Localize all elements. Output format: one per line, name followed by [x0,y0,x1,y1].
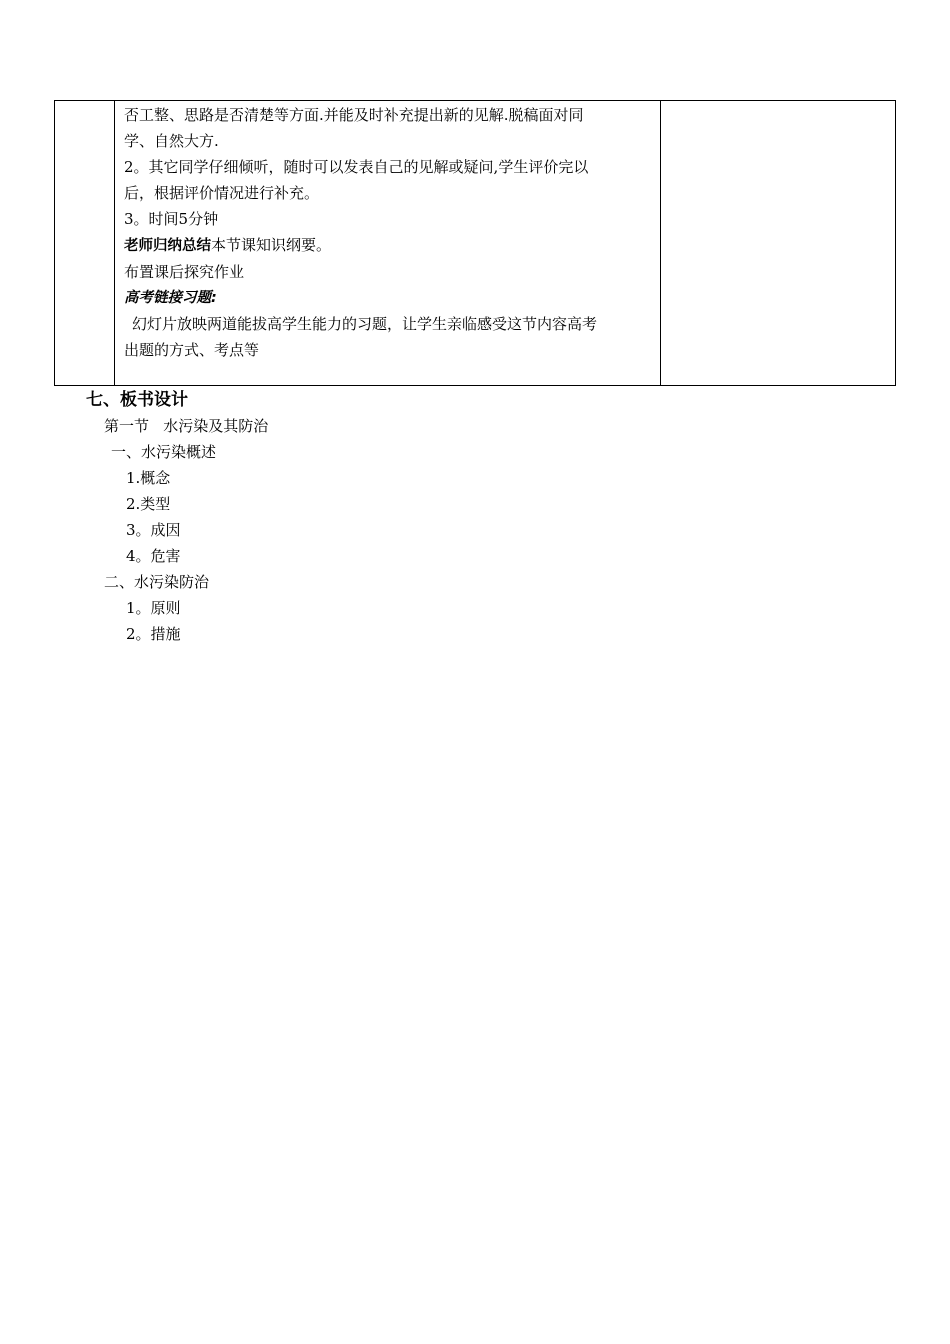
outline-part-title: 二、水污染防治 [104,573,210,591]
outline-item: 1。原则 [126,599,181,617]
table-cell-left [55,101,115,386]
text-line: 否工整、思路是否清楚等方面.并能及时补充提出新的见解.脱稿面对同 [124,106,584,124]
section-title: 第一节 水污染及其防治 [104,417,269,435]
text-line: 出题的方式、考点等 [124,341,260,359]
lesson-plan-table [54,100,896,386]
outline-part-title: 一、水污染概述 [111,443,217,461]
text-line: 幻灯片放映两道能拔高学生能力的习题，让学生亲临感受这节内容高考 [132,315,598,333]
homework-line: 布置课后探究作业 [124,263,245,281]
text-line: 2。其它同学仔细倾听，随时可以发表自己的见解或疑问,学生评价完以 [124,158,589,176]
summary-rest-text: 本节课知识纲要。 [211,236,332,254]
outline-item: 3。成因 [126,521,181,539]
table-cell-activity [115,101,661,386]
outline-item: 4。危害 [126,547,181,565]
exam-heading: 高考链接习题: [124,290,217,306]
outline-item: 1.概念 [126,469,171,487]
section-heading: 七、板书设计 [86,390,188,410]
text-line: 3。时间5分钟 [124,210,219,228]
activity-content [115,101,660,363]
text-line: 后，根据评价情况进行补充。 [124,184,320,202]
table-row [55,101,896,386]
summary-bold-text: 老师归纳总结 [124,238,211,254]
text-line: 学、自然大方. [124,132,219,150]
board-design-section [86,387,786,647]
outline-item: 2。措施 [126,625,181,643]
table-cell-notes [661,101,896,386]
summary-line [124,232,652,259]
outline-item: 2.类型 [126,495,171,513]
